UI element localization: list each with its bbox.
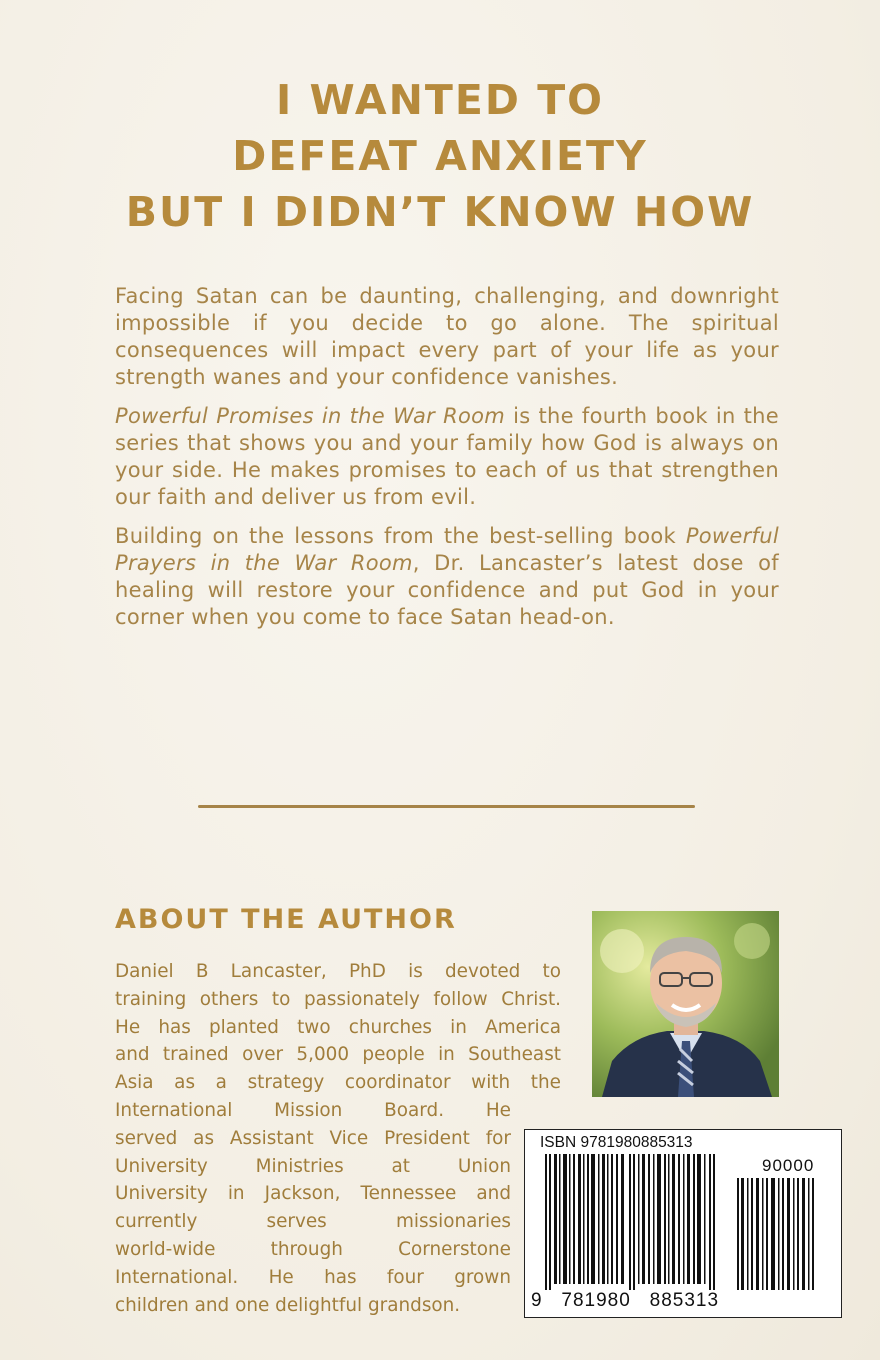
about-author-heading: ABOUT THE AUTHOR bbox=[115, 904, 457, 935]
bio-line: currently serves missionaries bbox=[115, 1211, 511, 1233]
addon-barcode-bars bbox=[737, 1178, 823, 1290]
book-title-italic: Powerful Promises in the War Room bbox=[115, 404, 506, 428]
bio-line: Daniel B Lancaster, PhD is devoted to bbox=[115, 961, 561, 982]
bio-line: children and one delightful grandson. bbox=[115, 1294, 461, 1316]
description-paragraph-3 bbox=[115, 523, 779, 631]
headline-line-1: I WANTED TO bbox=[275, 76, 605, 124]
description-paragraph-1: Facing Satan can be daunting, challenging, and downright impossible if you decide to go alone. The spiritual consequences will impact every part of your life as your strength wanes and your confidence vanishes. bbox=[115, 284, 779, 389]
bio-line: training others to passionately follow Christ. bbox=[115, 988, 561, 1010]
bio-line: University in Jackson, Tennessee and bbox=[115, 1183, 511, 1205]
headline-line-2: DEFEAT ANXIETY bbox=[232, 132, 648, 180]
headline bbox=[60, 72, 820, 240]
paragraph-3-rest: , Dr. Lancaster’s latest dose of healing will restore your confidence and put God in your corner when you come to face Satan head-on. bbox=[115, 551, 779, 629]
author-photo bbox=[592, 911, 779, 1097]
description-paragraph-2 bbox=[115, 403, 779, 511]
paragraph-3-start: Building on the lessons from the best-selling book bbox=[115, 524, 686, 548]
bio-line: International Mission Board. He bbox=[115, 1099, 511, 1121]
bio-line: University Ministries at Union bbox=[115, 1155, 511, 1177]
bio-line: Asia as a strategy coordinator with the bbox=[115, 1072, 561, 1094]
bio-line: International. He has four grown bbox=[115, 1266, 511, 1288]
author-bio bbox=[115, 958, 561, 1319]
bio-line: world-wide through Cornerstone bbox=[115, 1238, 511, 1260]
paragraph-2-text: is the fourth book in the series that shows you and your family how God is always on your side. He makes promises to each of us that strengthen our faith and deliver us from evil. bbox=[115, 404, 779, 509]
book-description bbox=[115, 283, 779, 643]
isbn-label: ISBN 9781980885313 bbox=[540, 1134, 693, 1151]
price-addon-digits: 90000 bbox=[762, 1156, 815, 1175]
bio-line: He has planted two churches in America bbox=[115, 1016, 561, 1038]
isbn-digits: 9 781980 885313 bbox=[531, 1290, 720, 1311]
section-divider bbox=[198, 805, 695, 808]
isbn-barcode bbox=[524, 1129, 842, 1318]
bio-line: and trained over 5,000 people in Southeast bbox=[115, 1044, 561, 1066]
author-portrait-illustration bbox=[592, 911, 779, 1097]
headline-line-3: BUT I DIDN’T KNOW HOW bbox=[125, 188, 755, 236]
previous-book-title: Powerful Prayers in the War Room bbox=[115, 524, 779, 575]
bio-line: served as Assistant Vice President for bbox=[115, 1127, 511, 1149]
barcode-bars bbox=[545, 1154, 725, 1290]
